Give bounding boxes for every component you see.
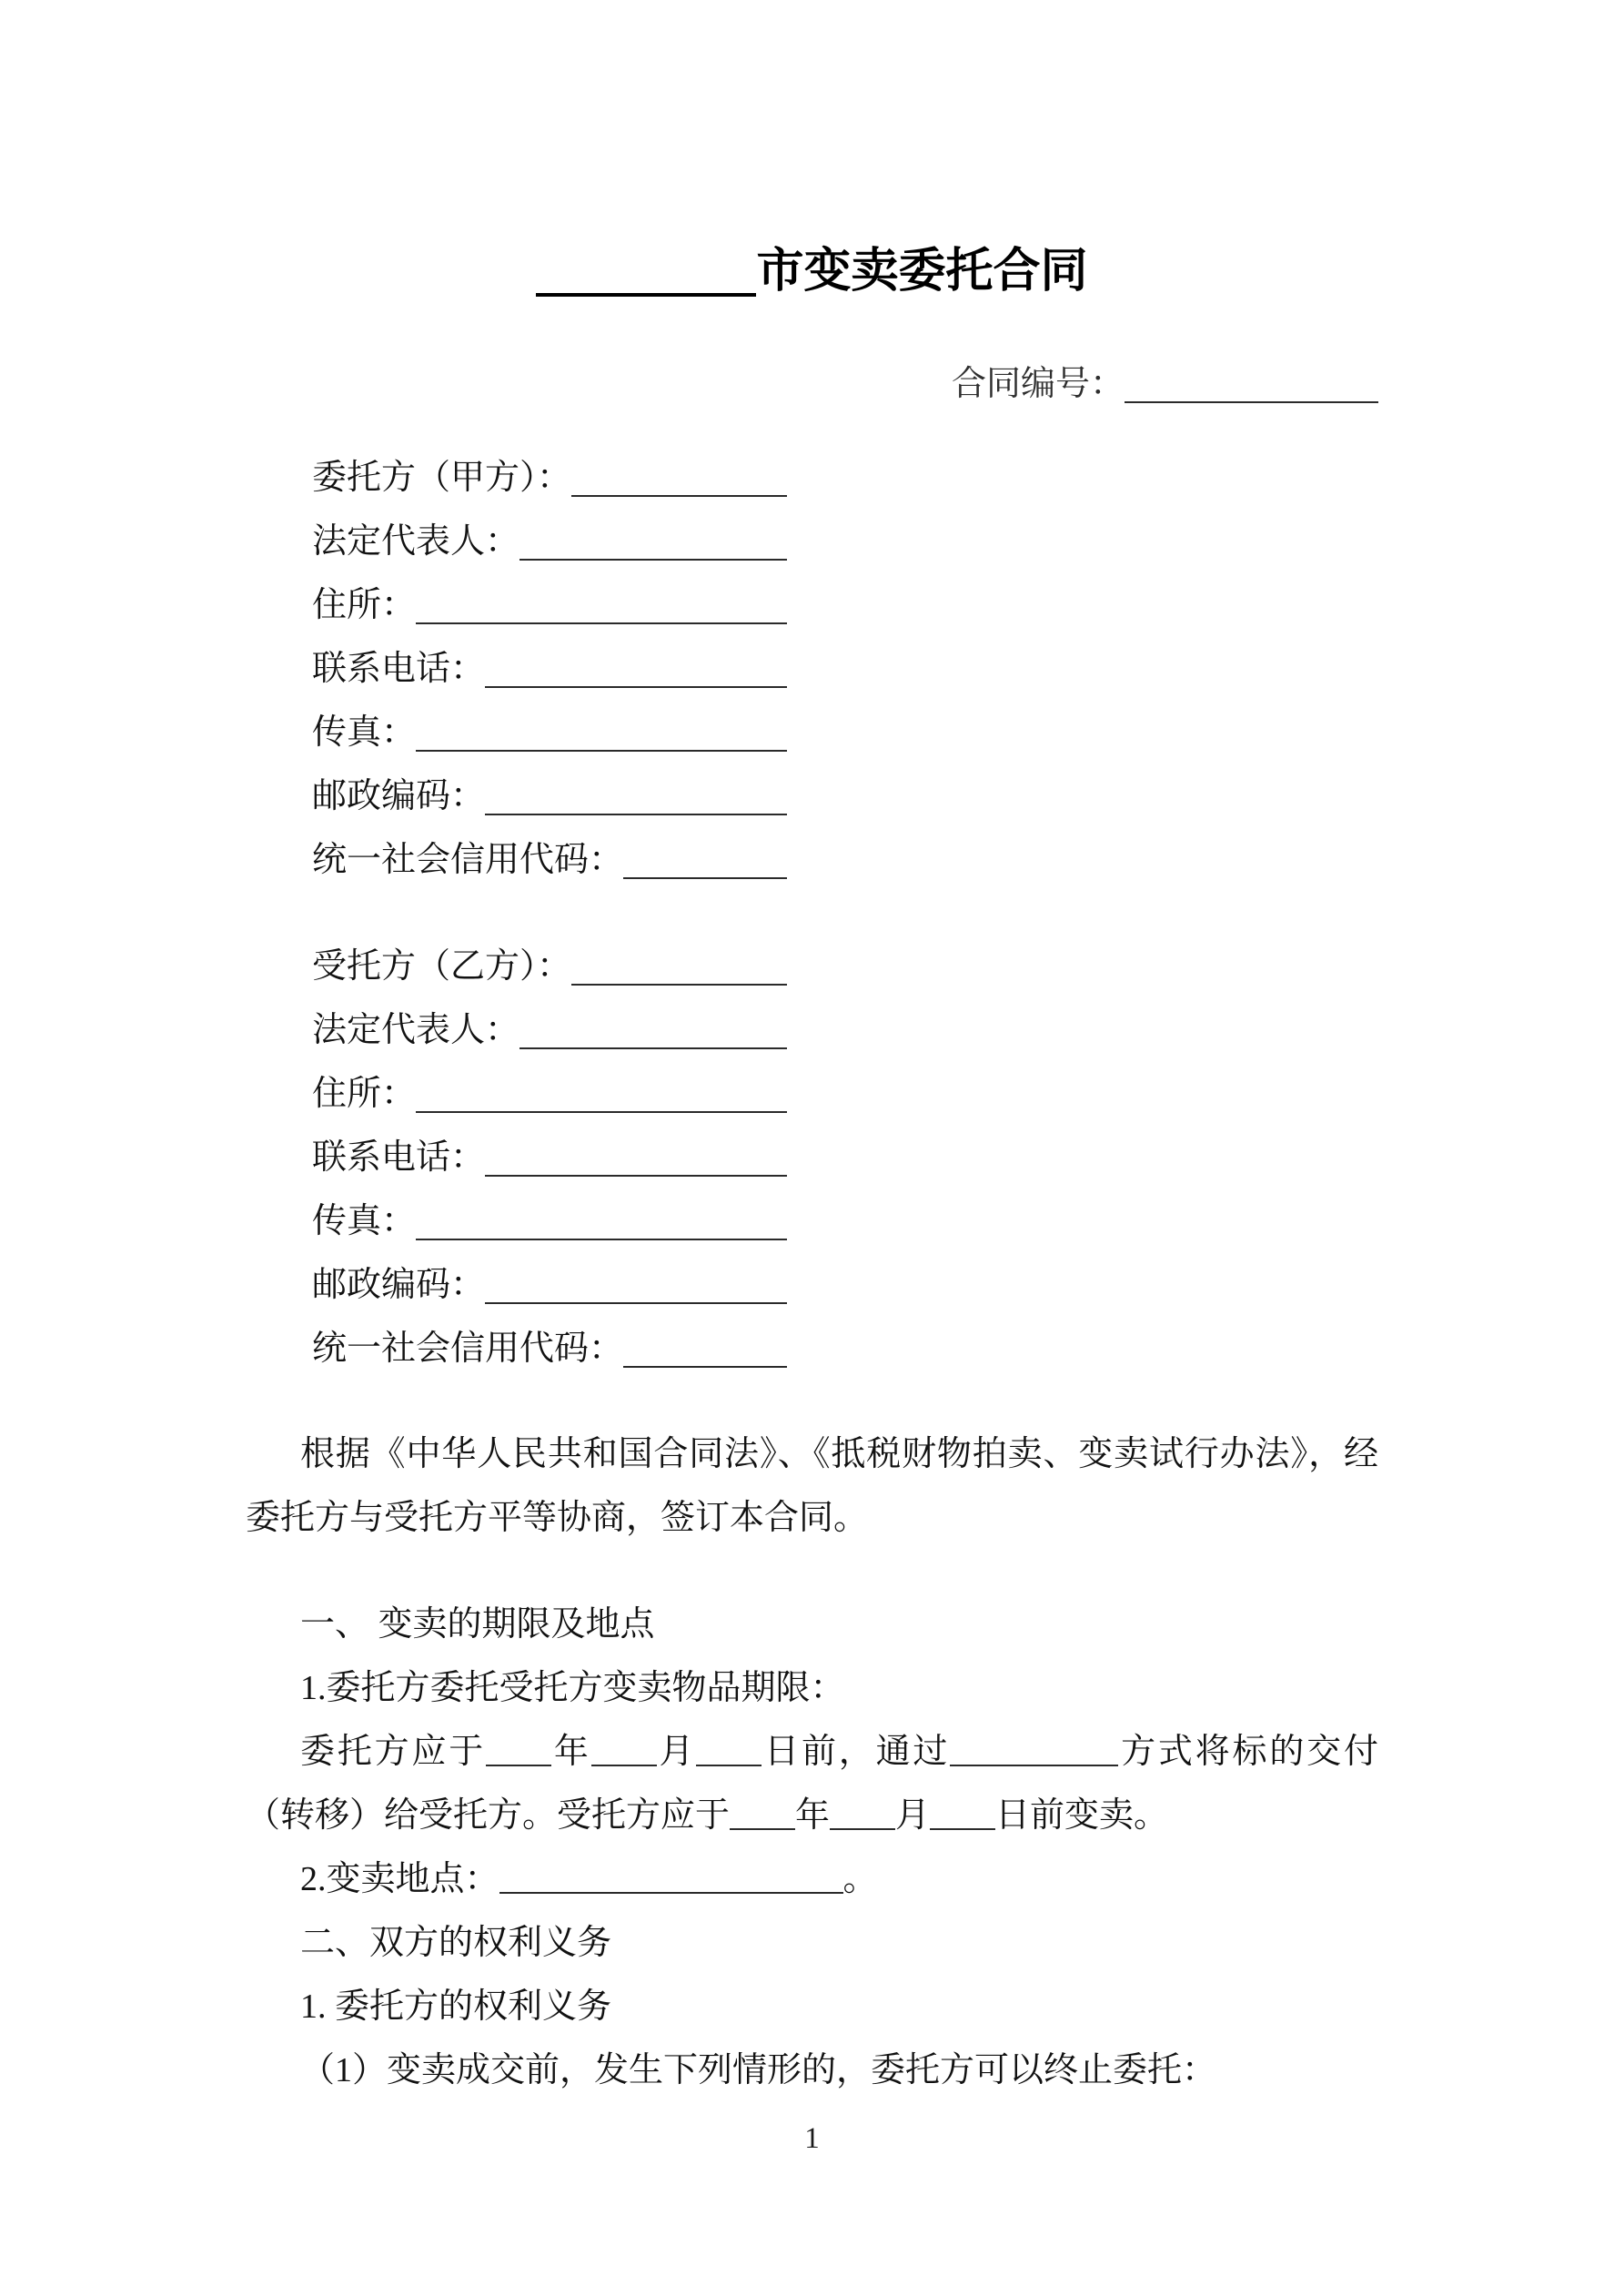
field-label: 受托方（乙方）： bbox=[312, 947, 572, 986]
delivery-text: 年 bbox=[795, 1796, 831, 1835]
clause-2-title: 1. 委托方的权利义务 bbox=[300, 1988, 612, 2026]
delivery-text: 月 bbox=[656, 1733, 697, 1771]
field-blank bbox=[571, 495, 787, 497]
field-row-party-b-fax bbox=[312, 1189, 787, 1253]
field-label: 邮政编码： bbox=[312, 1266, 486, 1304]
title-text: 市变卖委托合同 bbox=[756, 246, 1088, 298]
field-blank bbox=[519, 1047, 787, 1049]
field-blank bbox=[623, 1366, 787, 1368]
clause-1-title: 1.委托方委托受托方变卖物品期限： bbox=[300, 1669, 845, 1707]
delivery-clause bbox=[246, 1720, 1378, 1847]
section-1-heading: 一、 变卖的期限及地点 bbox=[300, 1605, 655, 1644]
field-label: 统一社会信用代码： bbox=[312, 841, 624, 879]
field-blank bbox=[416, 750, 787, 752]
field-label: 传真： bbox=[312, 1202, 417, 1240]
month-blank bbox=[591, 1741, 657, 1766]
field-row-party-a-fax bbox=[312, 701, 787, 764]
field-row-party-b-address bbox=[312, 1062, 787, 1126]
contract-number-blank bbox=[1125, 401, 1378, 403]
field-row-party-a-postcode bbox=[312, 764, 787, 828]
field-row-party-a-name bbox=[312, 446, 787, 510]
field-blank bbox=[571, 984, 787, 986]
field-row-party-a-phone bbox=[312, 637, 787, 701]
field-blank bbox=[485, 1175, 787, 1177]
field-blank bbox=[623, 877, 787, 879]
location-clause bbox=[246, 1847, 1378, 1911]
field-label: 法定代表人： bbox=[312, 522, 520, 561]
location-period: 。 bbox=[842, 1860, 878, 1898]
contract-number-row bbox=[952, 352, 1378, 416]
contract-number-label: 合同编号： bbox=[952, 365, 1125, 403]
field-row-party-b-postcode bbox=[312, 1253, 787, 1317]
field-label: 法定代表人： bbox=[312, 1011, 520, 1049]
field-blank bbox=[416, 1239, 787, 1240]
delivery-text: 年 bbox=[551, 1733, 591, 1771]
intro-paragraph: 根据《中华人民共和国合同法》、《抵税财物拍卖、变卖试行办法》，经委托方与受托方平等协商，签订本合同。 bbox=[246, 1435, 1378, 1537]
party-a-block bbox=[312, 446, 1378, 892]
delivery-text: 月 bbox=[895, 1796, 931, 1835]
field-row-party-a-address bbox=[312, 573, 787, 637]
field-blank bbox=[519, 559, 787, 561]
field-blank bbox=[485, 1302, 787, 1304]
field-blank bbox=[485, 814, 787, 815]
title-city-blank bbox=[536, 284, 756, 297]
field-label: 住所： bbox=[312, 1075, 417, 1113]
field-row-party-b-legal-rep bbox=[312, 998, 787, 1062]
location-label: 2.变卖地点： bbox=[300, 1860, 499, 1898]
day-blank bbox=[696, 1741, 762, 1766]
field-blank bbox=[485, 686, 787, 688]
field-row-party-b-credit-code bbox=[312, 1317, 787, 1381]
delivery-text: 日前变卖。 bbox=[995, 1796, 1169, 1835]
section-2-heading: 二、双方的权利义务 bbox=[300, 1924, 612, 1962]
field-label: 委托方（甲方）： bbox=[312, 459, 572, 497]
month-blank bbox=[830, 1805, 895, 1830]
delivery-text: 委托方应于 bbox=[300, 1733, 487, 1771]
field-label: 邮政编码： bbox=[312, 777, 486, 815]
location-blank bbox=[499, 1868, 843, 1894]
page-number: 1 bbox=[804, 2122, 820, 2155]
field-label: 联系电话： bbox=[312, 1138, 486, 1177]
field-row-party-b-name bbox=[312, 935, 787, 998]
year-blank bbox=[730, 1805, 795, 1830]
sections-block bbox=[246, 1593, 1378, 2102]
delivery-text: 日前，通过 bbox=[762, 1733, 951, 1771]
field-label: 联系电话： bbox=[312, 650, 486, 688]
field-row-party-b-phone bbox=[312, 1126, 787, 1189]
field-row-party-a-legal-rep bbox=[312, 510, 787, 573]
field-row-party-a-credit-code bbox=[312, 828, 787, 892]
field-label: 住所： bbox=[312, 586, 417, 624]
field-label: 统一社会信用代码： bbox=[312, 1330, 624, 1368]
party-b-block bbox=[312, 935, 1378, 1381]
delivery-text: 方式将标的交付（转移）给受托方。受托方应于 bbox=[246, 1733, 1378, 1835]
document-title bbox=[246, 223, 1378, 300]
clause-2-item-1: （1）变卖成交前，发生下列情形的，委托方可以终止委托： bbox=[300, 2051, 1217, 2089]
field-blank bbox=[416, 622, 787, 624]
field-blank bbox=[416, 1111, 787, 1113]
field-label: 传真： bbox=[312, 713, 417, 752]
year-blank bbox=[486, 1741, 551, 1766]
day-blank bbox=[930, 1805, 995, 1830]
method-blank bbox=[950, 1741, 1118, 1766]
